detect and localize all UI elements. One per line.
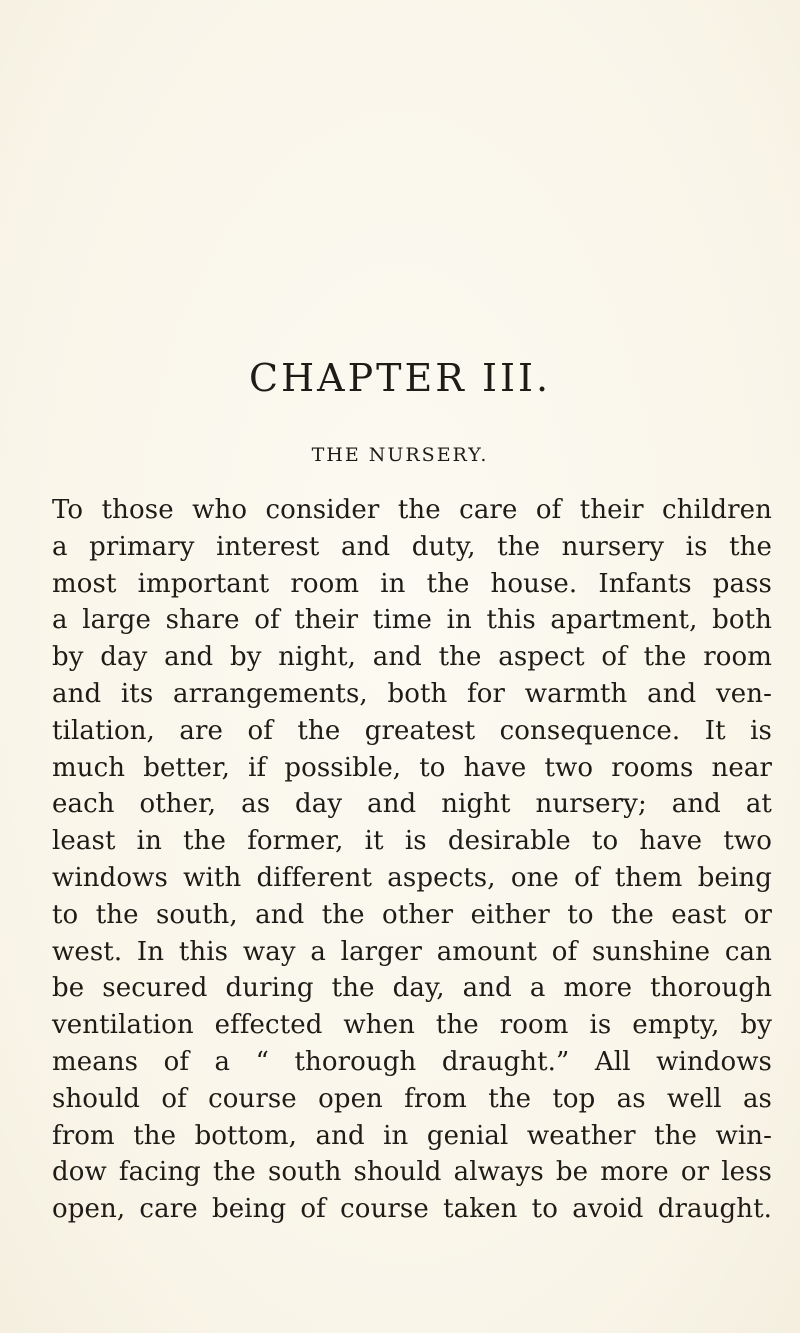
text-line: much better, if possible, to have two rooms near: [52, 752, 772, 783]
text-line: least in the former, it is desirable to have two: [52, 826, 772, 857]
text-line: To those who consider the care of their children: [52, 495, 772, 525]
text-line: to the south, and the other either to the east or: [52, 899, 772, 930]
text-line: ventilation effected when the room is empty, by: [52, 1010, 772, 1041]
chapter-title: THE NURSERY.: [311, 444, 489, 466]
text-line: tilation, are of the greatest consequence. It is: [52, 715, 772, 746]
text-line: windows with different aspects, one of them being: [52, 862, 772, 893]
text-line: be secured during the day, and a more thorough: [52, 973, 772, 1004]
text-line: from the bottom, and in genial weather the win-: [52, 1120, 772, 1151]
text-line: dow facing the south should always be more or less: [52, 1157, 772, 1188]
text-line: a large share of their time in this apartment, both: [52, 605, 772, 636]
text-line: by day and by night, and the aspect of the room: [52, 642, 772, 673]
text-line: and its arrangements, both for warmth and ven-: [52, 678, 772, 709]
chapter-heading: CHAPTER III.: [248, 356, 552, 400]
text-line: a primary interest and duty, the nursery is the: [52, 531, 772, 562]
text-line: most important room in the house. Infants pass: [52, 568, 772, 599]
body-paragraph: [52, 492, 772, 1228]
text-line: open, care being of course taken to avoid draught.: [52, 1194, 772, 1225]
text-line: should of course open from the top as well as: [52, 1083, 772, 1114]
text-line: means of a “ thorough draught.” All windows: [52, 1046, 772, 1077]
text-line: west. In this way a larger amount of sunshine can: [52, 936, 772, 967]
text-line: each other, as day and night nursery; and at: [52, 789, 772, 820]
